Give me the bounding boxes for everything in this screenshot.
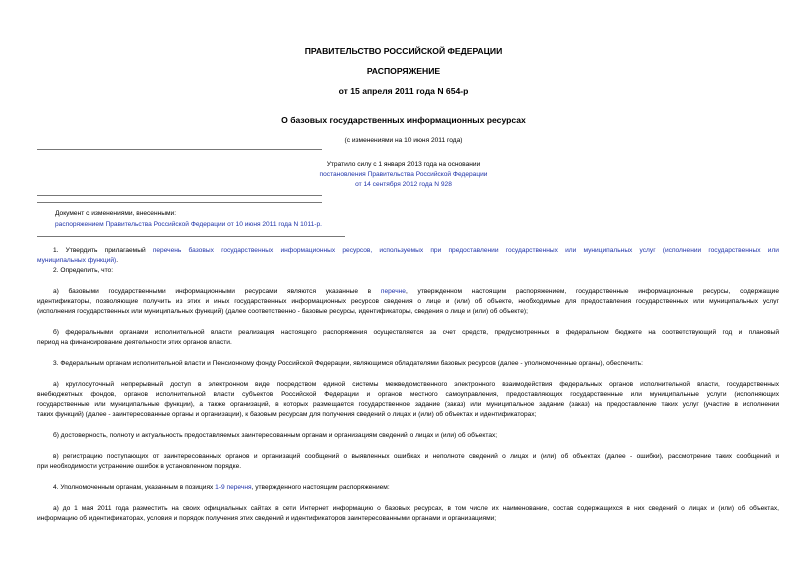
document-type: РАСПОРЯЖЕНИЕ bbox=[366, 66, 441, 76]
divider bbox=[37, 236, 345, 237]
paragraph-3a-line-4: таких функций) (далее - заинтересованные органы и организации), к базовым ресурсам для получения сведений о лицах и (или) об объектах и идентификаторах; bbox=[37, 411, 537, 418]
divider bbox=[37, 149, 322, 150]
list-link[interactable]: перечень базовых государственных информационных ресурсов, используемых при предоставлении государственных или муниципальных услуг (исполнении государственных или bbox=[152, 247, 779, 254]
paragraph-3a-line-1: а) круглосуточный непрерывный доступ в электронном виде посредством единой системы межведомственного электронного взаимодействия федеральных органов исполнительной власти, государственных bbox=[53, 381, 779, 388]
paragraph-a-line-1: а) базовыми государственными информационными ресурсами являются указанные в перечне, утвержденном настоящим распоряжением, государственные информационные ресурсы, содержащие bbox=[53, 288, 779, 295]
changes-label: Документ с изменениями, внесенными: bbox=[55, 210, 177, 217]
paragraph-2: 2. Определить, что: bbox=[53, 267, 114, 274]
paragraph-3c-line-1: в) регистрацию поступающих от заинтересованных органов и организаций сообщений о выявленных ошибках и неполноте сведений о лицах и (или) об объектах (далее - ошибки), рассмотрение таких сообщений и bbox=[53, 453, 779, 460]
paragraph-3a-line-3: государственные или муниципальные функции), а также организаций, в которых размещается государственное задание (заказ) или муниципальное задание (заказ) на предоставление таких услуг (участие в исполнении bbox=[37, 401, 779, 408]
divider bbox=[37, 202, 322, 203]
list-link[interactable]: перечне bbox=[380, 288, 406, 295]
paragraph-4a-line-2: информацию об идентификаторах, условия и порядок получения этих сведений и идентификаторов заинтересованными органами и организациями; bbox=[37, 515, 497, 522]
document-title: О базовых государственных информационных ресурсах bbox=[281, 115, 526, 125]
paragraph-3a-line-2: внебюджетных фондов, органов исполнительной власти субъектов Российской Федерации и органов местного самоуправления, предоставляющих государственные или муниципальные услуги (исполняющих bbox=[37, 391, 779, 398]
paragraph-a-line-2: идентификаторы, позволяющие получить из этих и иных государственных информационных ресурсов сведения о лице и (или) об объекте, необходимые для предоставления государственных или муниципальных услуг bbox=[37, 298, 779, 305]
paragraph-b-line-1: б) федеральными органами исполнительной власти реализация настоящего распоряжения осуществляется за счет средств, предусмотренных в федеральном бюджете на соответствующий год и плановый bbox=[53, 329, 779, 336]
list-link-continued[interactable]: муниципальных функций) bbox=[37, 257, 117, 264]
paragraph-4: 4. Уполномоченным органам, указанным в позициях 1-9 перечня, утвержденного настоящим распоряжением: bbox=[53, 484, 390, 491]
paragraph-3: 3. Федеральным органам исполнительной власти и Пенсионному фонду Российской Федерации, являющимся обладателями базовых ресурсов (далее - уполномоченные органы), обеспечить: bbox=[53, 360, 643, 367]
positions-link[interactable]: 1-9 bbox=[215, 484, 225, 491]
changes-link[interactable]: распоряжением Правительства Российской Федерации от 10 июня 2011 года N 1011-р. bbox=[55, 221, 322, 228]
paragraph-b-line-2: период на финансирование деятельности этих органов власти. bbox=[37, 339, 232, 346]
paragraph-1-line-2: муниципальных функций). bbox=[37, 257, 119, 264]
divider bbox=[37, 195, 322, 196]
expiry-line-1: Утратило силу с 1 января 2013 года на основании bbox=[326, 161, 481, 168]
expiry-link-line-3[interactable]: от 14 сентября 2012 года N 928 bbox=[355, 181, 452, 188]
paragraph-4a-line-1: а) до 1 мая 2011 года разместить на своих официальных сайтах в сети Интернет информацию о базовых ресурсах, в том числе их наименование, состав содержащихся в них сведений о лицах и (или) об объектах, bbox=[53, 505, 779, 512]
paragraph-a-line-3: (исполнения государственных или муниципальных функций) (далее соответственно - базовые ресурсы, идентификаторы, сведения о лице и (или) об объекте); bbox=[37, 308, 528, 315]
expiry-link-line-2[interactable]: постановления Правительства Российской Федерации bbox=[319, 171, 488, 178]
paragraph-3b: б) достоверность, полноту и актуальность предоставляемых заинтересованным органам и организациям сведений о лицах и (или) об объектах; bbox=[53, 432, 498, 439]
document-date-number: от 15 апреля 2011 года N 654-р bbox=[338, 86, 469, 96]
amendment-note: (с изменениями на 10 июня 2011 года) bbox=[344, 137, 463, 144]
list-link[interactable]: перечня bbox=[226, 484, 252, 491]
paragraph-1-line-1: 1. Утвердить прилагаемый перечень базовых государственных информационных ресурсов, используемых при предоставлении государственных или муниципальных услуг (исполнении государственных или bbox=[53, 247, 779, 254]
government-heading: ПРАВИТЕЛЬСТВО РОССИЙСКОЙ ФЕДЕРАЦИИ bbox=[304, 46, 503, 56]
paragraph-3c-line-2: при необходимости устранение ошибок в установленном порядке. bbox=[37, 463, 242, 470]
